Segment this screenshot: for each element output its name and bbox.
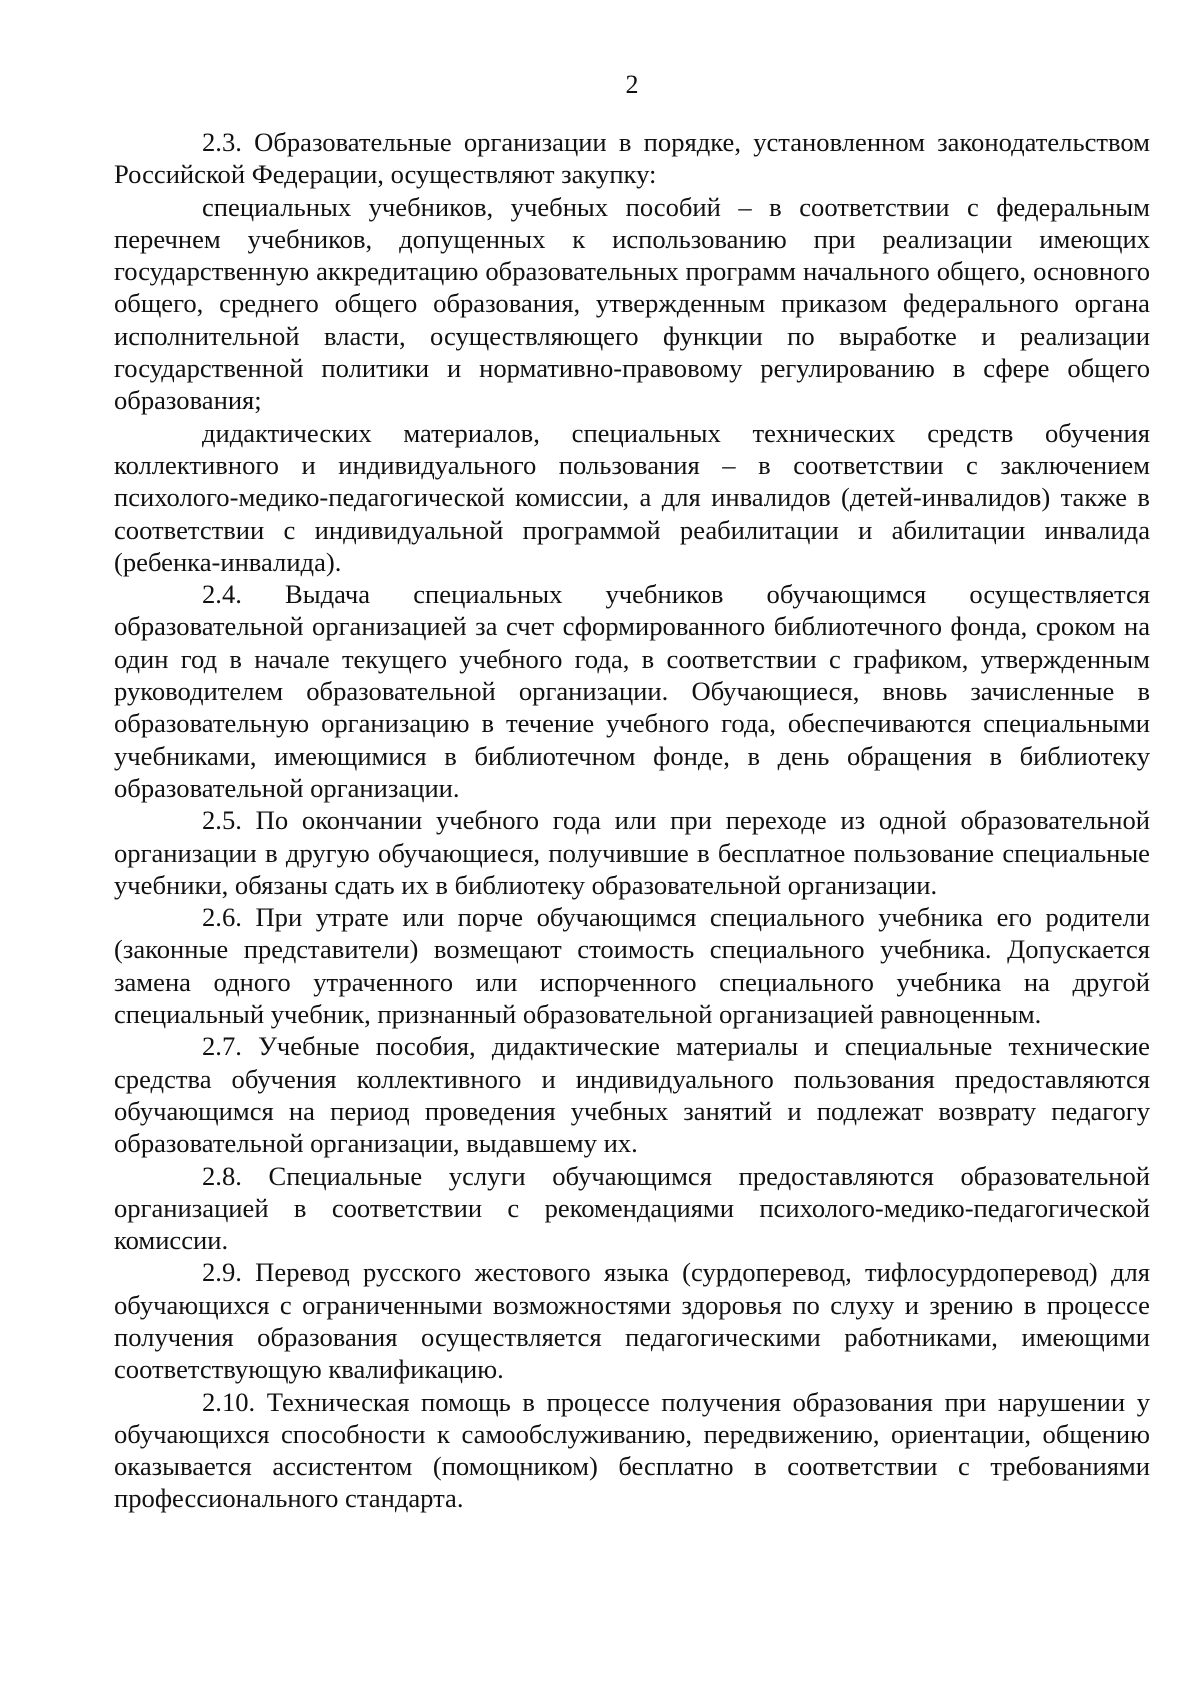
paragraph-2-5: 2.5. По окончании учебного года или при переходе из одной образовательной организации в другую обучающиеся, получившие в бесплатное пользование специальные учебники, обязаны сдать их в библиотеку образовательной организации.: [114, 805, 1150, 900]
paragraph-2-4: 2.4. Выдача специальных учебников обучающимся осуществляется образовательной организацией за счет сформированного библиотечного фонда, сроком на один год в начале текущего учебного года, в соответствии с графиком, утвержденным руководителем образовательной организации. Обучающиеся, вновь зачисленные в образовательную организацию в течение учебного года, обеспечиваются специальными учебниками, имеющимися в библиотечном фонде, в день обращения в библиотеку образовательной организации.: [114, 579, 1150, 803]
paragraph-didactic-materials: дидактических материалов, специальных технических средств обучения коллективного и индивидуального пользования – в соответствии с заключением психолого-медико-педагогической комиссии, а для инвалидов (детей-инвалидов) также в соответствии с индивидуальной программой реабилитации и абилитации инвалида (ребенка-инвалида).: [114, 417, 1150, 577]
paragraph-2-9: 2.9. Перевод русского жестового языка (сурдоперевод, тифлосурдоперевод) для обучающихся с ограниченными возможностями здоровья по слуху и зрению в процессе получения образования осуществляется педагогическими работниками, имеющими соответствующую квалификацию.: [114, 1257, 1150, 1385]
document-body: [114, 126, 1150, 1515]
paragraph-2-3: 2.3. Образовательные организации в порядке, установленном законодательством Российской Федерации, осуществляют закупку:: [114, 127, 1150, 190]
paragraph-2-6: 2.6. При утрате или порче обучающимся специального учебника его родители (законные представители) возмещают стоимость специального учебника. Допускается замена одного утраченного или испорченного специального учебника на другой специальный учебник, признанный образовательной организацией равноценным.: [114, 902, 1150, 1030]
page-number: 2: [625, 70, 639, 99]
paragraph-special-textbooks: специальных учебников, учебных пособий – в соответствии с федеральным перечнем учебников, допущенных к использованию при реализации имеющих государственную аккредитацию образовательных программ начального общего, основного общего, среднего общего образования, утвержденным приказом федерального органа исполнительной власти, осуществляющего функции по выработке и реализации государственной политики и нормативно-правовому регулированию в сфере общего образования;: [114, 191, 1150, 416]
paragraph-2-10: 2.10. Техническая помощь в процессе получения образования при нарушении у обучающихся способности к самообслуживанию, передвижению, ориентации, общению оказывается ассистентом (помощником) бесплатно в соответствии с требованиями профессионального стандарта.: [114, 1386, 1150, 1514]
paragraph-2-8: 2.8. Специальные услуги обучающимся предоставляются образовательной организацией в соответствии с рекомендациями психолого-медико-педагогической комиссии.: [114, 1160, 1150, 1256]
paragraph-2-7: 2.7. Учебные пособия, дидактические материалы и специальные технические средства обучения коллективного и индивидуального пользования предоставляются обучающимся на период проведения учебных занятий и подлежат возврату педагогу образовательной организации, выдавшему их.: [114, 1031, 1150, 1159]
